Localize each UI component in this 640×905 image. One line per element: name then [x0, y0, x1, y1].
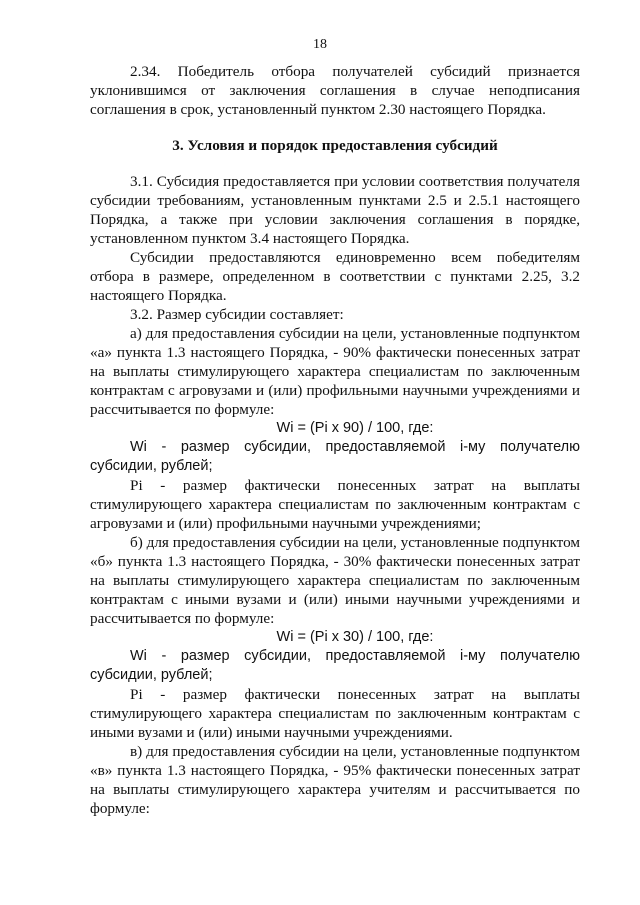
- paragraph-subitem-v: в) для предоставления субсидии на цели, установленные подпунктом «в» пункта 1.3 настоящего Порядка, - 95% фактически понесенных затрат на выплаты стимулирующего характера учителям и рассчитывается по формуле:: [90, 743, 580, 817]
- page-number: 18: [313, 37, 327, 52]
- definition-b-wi: Wi - размер субсидии, предоставляемой i-му получателю субсидии, рублей;: [90, 648, 580, 683]
- document-body: [90, 62, 580, 818]
- paragraph-3-1: 3.1. Субсидия предоставляется при условии соответствия получателя субсидии требованиям, установленным пунктами 2.5 и 2.5.1 настоящего Порядка, а также при условии заключения соглашения в порядке, установленном пунктом 3.4 настоящего Порядка.: [90, 173, 580, 247]
- formula-a: Wi = (Pi x 90) / 100, где:: [276, 420, 434, 436]
- definition-a-pi: Pi - размер фактически понесенных затрат на выплаты стимулирующего характера специалистам по заключенным контрактам с агровузами и (или) профильными научными учреждениями;: [90, 477, 580, 532]
- section-3-heading: 3. Условия и порядок предоставления субсидий: [172, 137, 498, 154]
- formula-b: Wi = (Pi x 30) / 100, где:: [276, 629, 434, 645]
- paragraph-subitem-b: б) для предоставления субсидии на цели, установленные подпунктом «б» пункта 1.3 настоящего Порядка, - 30% фактически понесенных затрат на выплаты стимулирующего характера специалистам по заключенным контрактам с иными вузами и (или) иными научными учреждениями и рассчитывается по формуле:: [90, 534, 580, 627]
- paragraph-3-2: 3.2. Размер субсидии составляет:: [130, 306, 344, 323]
- definition-b-pi: Pi - размер фактически понесенных затрат на выплаты стимулирующего характера специалистам по заключенным контрактам с иными вузами и (или) иными научными учреждениями.: [90, 686, 580, 741]
- paragraph-2-34: 2.34. Победитель отбора получателей субсидий признается уклонившимся от заключения соглашения в случае неподписания соглашения в срок, установленный пунктом 2.30 настоящего Порядка.: [90, 63, 580, 118]
- paragraph-3-1-continuation: Субсидии предоставляются единовременно всем победителям отбора в размере, определенном в соответствии с пунктами 2.25, 3.2 настоящего Порядка.: [90, 249, 580, 304]
- definition-a-wi: Wi - размер субсидии, предоставляемой i-му получателю субсидии, рублей;: [90, 439, 580, 474]
- paragraph-subitem-a: а) для предоставления субсидии на цели, установленные подпунктом «а» пункта 1.3 настоящего Порядка, - 90% фактически понесенных затрат на выплаты стимулирующего характера специалистам по заключенным контрактам с агровузами и (или) профильными научными учреждениями и рассчитывается по формуле:: [90, 325, 580, 418]
